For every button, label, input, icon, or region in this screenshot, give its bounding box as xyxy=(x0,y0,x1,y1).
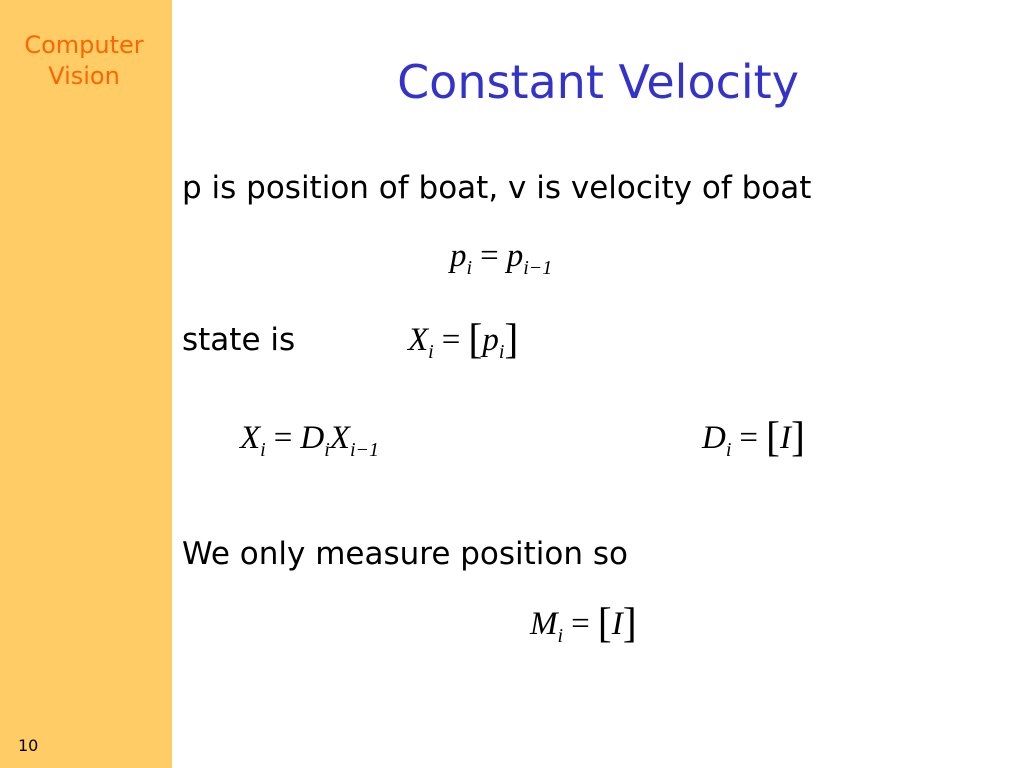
position-velocity-text: p is position of boat, v is velocity of boat xyxy=(182,170,812,206)
sidebar xyxy=(0,0,172,768)
course-title-line1: Computer xyxy=(24,31,144,59)
slide-title: Constant Velocity xyxy=(397,55,799,109)
course-title-line2: Vision xyxy=(48,62,120,90)
equation-measurement-matrix: $M_i = [I]$ xyxy=(530,601,637,647)
equation-dynamics-matrix: $D_i = [I]$ xyxy=(702,415,806,461)
equation-state-transition: $X_i = D_iX_{i-1}$ xyxy=(240,420,379,461)
page-number: 10 xyxy=(18,736,39,755)
measure-position-text: We only measure position so xyxy=(182,536,629,572)
course-title xyxy=(0,30,168,92)
state-is-text: state is xyxy=(182,322,296,358)
equation-position-update: $p_i = p_{i-1}$ xyxy=(450,238,553,279)
equation-state-vector: $X_i = [p_i]$ xyxy=(408,317,519,363)
